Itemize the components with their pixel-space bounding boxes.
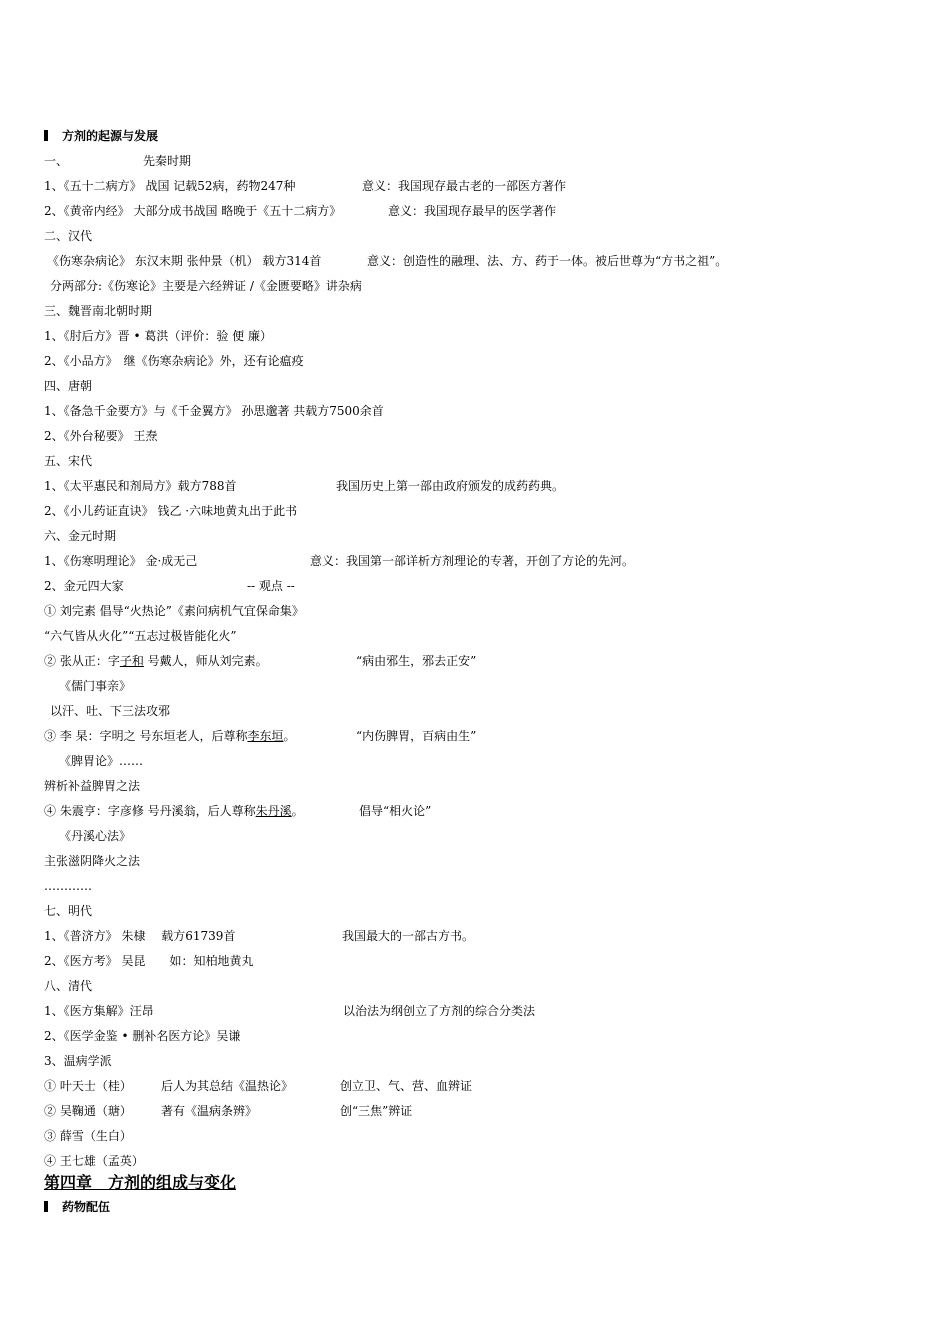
viewpoint-header: -- 观点 -- <box>247 579 295 593</box>
master-zhu-method: 主张滋阴降火之法 <box>44 854 141 868</box>
master-li-text-a: ③ 李 杲：字明之 号东垣老人，后尊称 <box>44 729 248 743</box>
master-liu-wansu: ① 刘完素 倡导“火热论”《素问病机气宜保命集》 <box>44 604 304 618</box>
era-han-title: 二、汉代 <box>44 229 93 243</box>
ellipsis: ………… <box>44 879 92 893</box>
master-zhang-book: 《儒门事亲》 <box>59 679 132 693</box>
wenbing-wang-qixiong: ④ 王七雄（孟英） <box>44 1154 144 1168</box>
entry-yixue-jinjian: 2、《医学金鉴 • 删补名医方论》吴谦 <box>44 1029 241 1043</box>
entry-waitai-miyao: 2、《外台秘要》 王焘 <box>44 429 158 443</box>
entry-shanghan-mingli-meaning: 意义：我国第一部详析方剂理论的专著，开创了方论的先河。 <box>310 554 635 568</box>
wenbing-wu-jutong-contribution: 创“三焦”辨证 <box>340 1104 413 1118</box>
master-li-method: 辨析补益脾胃之法 <box>44 779 141 793</box>
master-zhang-text-a: ② 张从正：字 <box>44 654 120 668</box>
entry-huangdi-neijing: 2、《黄帝内经》 大部分成书战国 略晚于《五十二病方》 <box>44 204 342 218</box>
era-ming-title: 七、明代 <box>44 904 93 918</box>
entry-wushier-bingfang: 1、《五十二病方》 战国 记载52病，药物247种 <box>44 179 296 193</box>
entry-xiaopin-fang: 2、《小品方》 继《伤寒杂病论》外，还有论瘟疫 <box>44 354 304 368</box>
era-qing-title: 八、清代 <box>44 979 93 993</box>
master-zhang-text-c: 号戴人，师从刘完素。 <box>143 654 268 668</box>
master-zhang-method: 以汗、吐、下三法攻邪 <box>50 704 171 718</box>
era-weijin-title: 三、魏晋南北朝时期 <box>44 304 153 318</box>
bullet-icon <box>44 1201 48 1212</box>
era-song-title: 五、宋代 <box>44 454 93 468</box>
bullet-icon <box>44 130 48 141</box>
master-li-text-c: 。 <box>283 729 296 743</box>
entry-qianjin: 1、《备急千金要方》与《千金翼方》 孙思邈著 共载方7500余首 <box>44 404 384 418</box>
entry-huangdi-neijing-meaning: 意义：我国现存最早的医学著作 <box>388 204 557 218</box>
wenbing-wu-jutong: ② 吴鞠通（瑭） <box>44 1104 132 1118</box>
era-tang-title: 四、唐朝 <box>44 379 93 393</box>
wenbing-xue-xue: ③ 薛雪（生白） <box>44 1129 132 1143</box>
entry-zhouhou-fang: 1、《肘后方》晋 • 葛洪（评价：验 便 廉） <box>44 329 272 343</box>
wenbing-ye-tianshi-work: 后人为其总结《温热论》 <box>161 1079 294 1093</box>
master-zhang-congzheng <box>44 653 268 669</box>
entry-taiping-huimin-meaning: 我国历史上第一部由政府颁发的成药药典。 <box>336 479 565 493</box>
entry-yifang-jijie: 1、《医方集解》汪昂 <box>44 1004 154 1018</box>
entry-four-masters: 2、金元四大家 <box>44 579 124 593</box>
master-zhu-zhenheng <box>44 803 304 819</box>
era-jinyuan-title: 六、金元时期 <box>44 529 117 543</box>
master-li-gao <box>44 728 295 744</box>
master-zhang-viewpoint: “病由邪生，邪去正安” <box>356 654 477 668</box>
wenbing-wu-jutong-work: 著有《温病条辨》 <box>161 1104 258 1118</box>
entry-wenbing-school: 3、温病学派 <box>44 1054 112 1068</box>
entry-shanghan-zabing-meaning: 意义：创造性的融理、法、方、药于一体。被后世尊为“方书之祖”。 <box>367 254 728 268</box>
master-zhu-honorific: 朱丹溪 <box>255 804 292 818</box>
entry-puji-fang: 1、《普济方》 朱棣 载方61739首 <box>44 929 236 943</box>
entry-xiaoer-yaozheng: 2、《小儿药证直诀》 钱乙 ·六味地黄丸出于此书 <box>44 504 298 518</box>
master-li-book: 《脾胃论》…… <box>59 754 144 768</box>
entry-yifang-kao: 2、《医方考》 吴昆 如：知柏地黄丸 <box>44 954 254 968</box>
entry-taiping-huimin: 1、《太平惠民和剂局方》载方788首 <box>44 479 237 493</box>
entry-two-parts: 分两部分:《伤寒论》主要是六经辨证 /《金匮要略》讲杂病 <box>50 279 362 293</box>
entry-shanghan-zabing: 《伤寒杂病论》 东汉末期 张仲景（机） 载方314首 <box>47 254 322 268</box>
wenbing-ye-tianshi: ① 叶天士（桂） <box>44 1079 132 1093</box>
entry-puji-fang-meaning: 我国最大的一部古方书。 <box>342 929 475 943</box>
section-heading-compatibility <box>44 1199 110 1215</box>
master-li-viewpoint: “内伤脾胃，百病由生” <box>356 729 477 743</box>
section-heading-compatibility-text: 药物配伍 <box>62 1200 111 1214</box>
master-liu-wansu-quote: “六气皆从火化”“五志过极皆能化火” <box>44 629 237 643</box>
master-zhu-text-c: 。 <box>291 804 304 818</box>
entry-shanghan-mingli: 1、《伤寒明理论》 金·成无己 <box>44 554 198 568</box>
chapter-title: 第四章 方剂的组成与变化 <box>44 1173 237 1192</box>
era-pre-qin-label: 一、 <box>44 154 69 168</box>
era-pre-qin-title: 先秦时期 <box>143 154 192 168</box>
master-zhu-book: 《丹溪心法》 <box>59 829 132 843</box>
wenbing-ye-tianshi-contribution: 创立卫、气、营、血辨证 <box>340 1079 473 1093</box>
entry-yifang-jijie-meaning: 以治法为纲创立了方剂的综合分类法 <box>343 1004 536 1018</box>
section-heading-origin <box>44 128 158 144</box>
section-heading-origin-text: 方剂的起源与发展 <box>62 129 159 143</box>
master-li-honorific: 李东垣 <box>247 729 284 743</box>
master-zhang-courtesy-name: 子和 <box>119 654 144 668</box>
master-zhu-viewpoint: 倡导“相火论” <box>359 804 432 818</box>
entry-wushier-bingfang-meaning: 意义：我国现存最古老的一部医方著作 <box>362 179 567 193</box>
master-zhu-text-a: ④ 朱震亨：字彦修 号丹溪翁，后人尊称 <box>44 804 256 818</box>
